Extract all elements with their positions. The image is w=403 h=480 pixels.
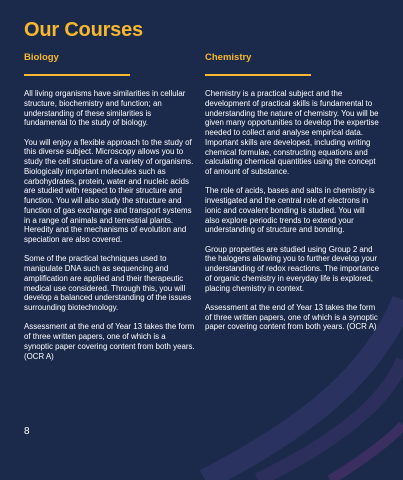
biology-paragraph: Assessment at the end of Year 13 takes the form of three written papers, one of which is a synoptic paper covering content from both years. (OCR A) — [24, 322, 195, 361]
biology-heading: Biology — [24, 52, 59, 63]
biology-column — [24, 52, 196, 371]
chemistry-paragraph: Chemistry is a practical subject and the development of practical skills is fundamental to understanding the nature of chemistry. You will be given many opportunities to develop the expertise needed to collect and analyse empirical data. Important skills are developed, including writing chemical formulae, constructing equations and calculating chemical quantities using the concept of amount of substance. — [205, 89, 379, 176]
biology-paragraph: Some of the practical techniques used to manipulate DNA such as sequencing and amplification are applied and their therapeutic medical use considered. Through this, you will develop a balanced understanding of the issues surrounding biotechnology. — [24, 254, 192, 312]
biology-paragraph: All living organisms have similarities in cellular structure, biochemistry and function; an understanding of these similarities is fundamental to the study of biology. — [24, 89, 186, 128]
chemistry-paragraph: Group properties are studied using Group 2 and the halogens allowing you to further develop your understanding of redox reactions. The importance of organic chemistry in everyday life is explored, placing chemistry in context. — [205, 244, 379, 293]
chemistry-paragraph: The role of acids, bases and salts in chemistry is investigated and the central role of electrons in ionic and covalent bonding is studied. You will also explore periodic trends to extend your understanding of structure and bonding. — [205, 186, 375, 235]
chemistry-paragraph: Assessment at the end of Year 13 takes the form of three written papers, one of which is a synoptic paper covering content from both years. (OCR A) — [205, 302, 378, 332]
heading-underline — [24, 74, 130, 76]
heading-underline — [205, 74, 311, 76]
decorative-curve — [258, 360, 403, 480]
decorative-curve — [330, 425, 403, 480]
chemistry-column — [205, 52, 381, 342]
page-title: Our Courses — [24, 19, 143, 41]
biology-paragraph: You will enjoy a flexible approach to the study of this diverse subject. Microscopy allows you to study the cell structure of a variety of organisms. Biologically important molecules such as carbohydrates, protein, water and nucleic acids are studied with respect to their structure and function. You will also study the structure and function of gas exchange and transport systems in a range of animals and terrestrial plants. Heredity and the mechanisms of evolution and speciation are also covered. — [24, 137, 194, 244]
page-number: 8 — [24, 426, 30, 437]
chemistry-heading: Chemistry — [205, 52, 252, 63]
